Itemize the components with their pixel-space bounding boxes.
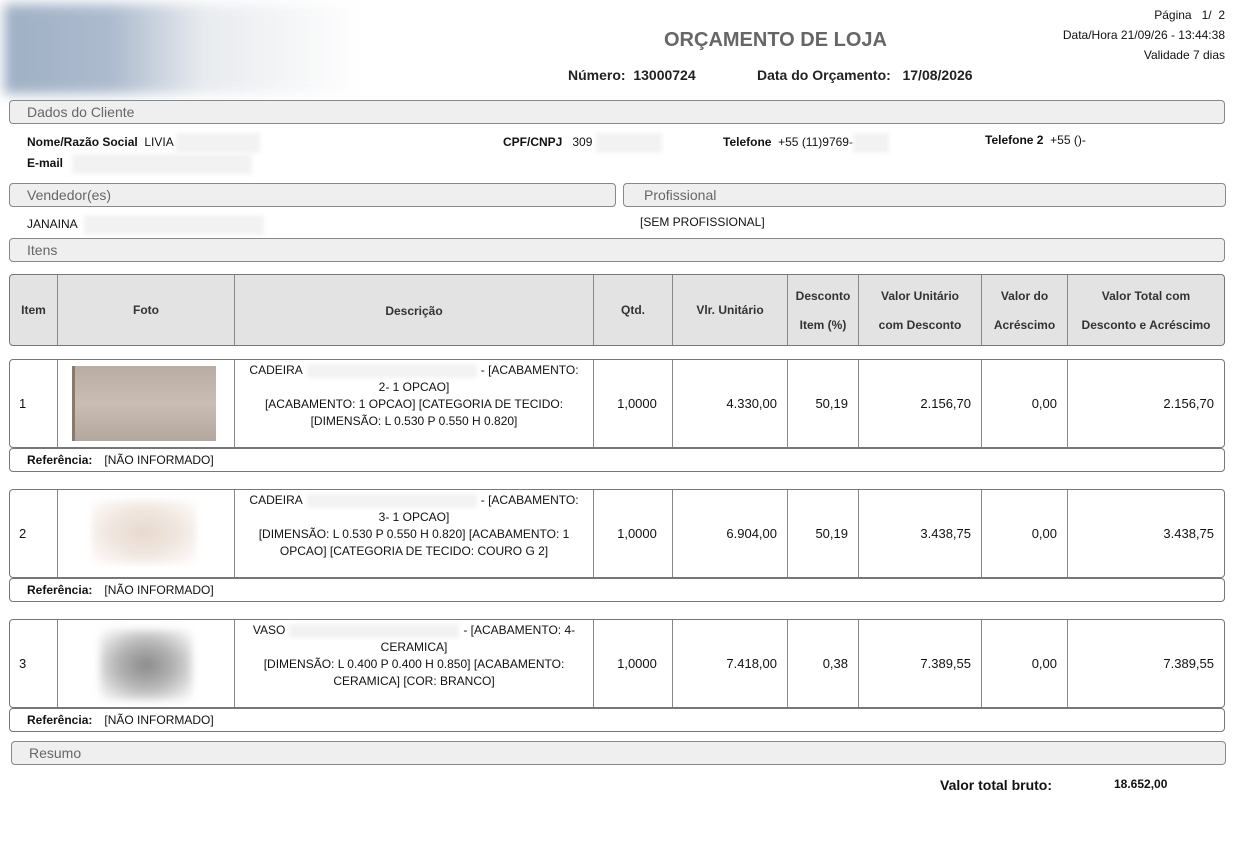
page-indicator: Página 1/ 2 bbox=[1154, 8, 1225, 22]
section-sellers: Vendedor(es) bbox=[9, 183, 616, 207]
th-unit-price: Vlr. Unitário bbox=[673, 275, 788, 345]
client-email: E-mail bbox=[27, 154, 252, 174]
item-qty: 1,0000 bbox=[594, 490, 673, 577]
redacted-client-name bbox=[176, 133, 260, 153]
item-reference: Referência: [NÃO INFORMADO] bbox=[9, 578, 1225, 602]
items-table-header bbox=[9, 274, 1225, 346]
document-title: ORÇAMENTO DE LOJA bbox=[664, 29, 887, 51]
professional-name: [SEM PROFISSIONAL] bbox=[640, 215, 765, 229]
item-unit-price: 6.904,00 bbox=[673, 490, 788, 577]
redacted-seller bbox=[84, 215, 264, 235]
client-phone: Telefone +55 (11)9769- bbox=[723, 133, 889, 153]
seller-name: JANAINA bbox=[27, 215, 264, 235]
item-description: CADEIRA - [ACABAMENTO: 3- 1 OPCAO] [DIMENSÃO: L 0.530 P 0.550 H 0.820] [ACABAMENTO: 1 OPCAO] [CATEGORIA DE TECIDO: COURO G 2] bbox=[235, 490, 594, 577]
th-discount: Desconto Item (%) bbox=[788, 275, 859, 345]
table-row bbox=[9, 359, 1225, 448]
item-addition: 0,00 bbox=[982, 490, 1068, 577]
section-summary: Resumo bbox=[11, 741, 1226, 765]
client-cpf: CPF/CNPJ 309 bbox=[503, 133, 662, 153]
th-description: Descrição bbox=[235, 275, 594, 345]
item-total: 3.438,75 bbox=[1163, 526, 1214, 541]
quote-number: Número: 13000724 bbox=[568, 67, 696, 83]
item-unit-price: 4.330,00 bbox=[673, 360, 788, 447]
redacted-email bbox=[72, 154, 252, 174]
item-qty: 1,0000 bbox=[594, 620, 673, 707]
section-client: Dados do Cliente bbox=[9, 100, 1225, 124]
client-phone2: Telefone 2 +55 ()- bbox=[985, 133, 1086, 147]
item-photo bbox=[100, 630, 192, 700]
item-unit-discounted: 3.438,75 bbox=[859, 490, 982, 577]
item-total: 7.389,55 bbox=[1163, 656, 1214, 671]
th-total: Valor Total com Desconto e Acréscimo bbox=[1081, 288, 1211, 332]
item-reference: Referência: [NÃO INFORMADO] bbox=[9, 708, 1225, 732]
table-row bbox=[9, 619, 1225, 708]
th-item: Item bbox=[10, 275, 58, 345]
item-discount: 50,19 bbox=[788, 490, 859, 577]
item-discount: 50,19 bbox=[788, 360, 859, 447]
item-addition: 0,00 bbox=[982, 360, 1068, 447]
item-photo-cell bbox=[58, 490, 235, 577]
item-number: 1 bbox=[10, 360, 58, 447]
company-logo bbox=[4, 4, 364, 94]
client-name: Nome/Razão Social LIVIA bbox=[27, 133, 260, 153]
item-number: 3 bbox=[10, 620, 58, 707]
section-professional: Profissional bbox=[623, 183, 1226, 207]
table-row bbox=[9, 489, 1225, 578]
item-photo-cell bbox=[58, 360, 235, 447]
quote-date: Data do Orçamento: 17/08/2026 bbox=[757, 67, 973, 83]
th-addition: Valor do Acréscimo bbox=[982, 275, 1068, 345]
th-photo: Foto bbox=[58, 275, 235, 345]
gross-total-value: 18.652,00 bbox=[1114, 777, 1168, 791]
redacted-phone bbox=[853, 133, 889, 153]
item-description: VASO - [ACABAMENTO: 4- CERAMICA] [DIMENSÃO: L 0.400 P 0.400 H 0.850] [ACABAMENTO: CERAMICA] [COR: BRANCO] bbox=[235, 620, 594, 707]
section-items: Itens bbox=[9, 238, 1225, 262]
print-datetime: Data/Hora 21/09/26 - 13:44:38 bbox=[1062, 28, 1225, 42]
item-addition: 0,00 bbox=[982, 620, 1068, 707]
item-description: CADEIRA - [ACABAMENTO: 2- 1 OPCAO] [ACABAMENTO: 1 OPCAO] [CATEGORIA DE TECIDO: [DIMENSÃO: L 0.530 P 0.550 H 0.820] bbox=[235, 360, 594, 447]
item-number: 2 bbox=[10, 490, 58, 577]
item-photo bbox=[72, 366, 216, 441]
item-unit-discounted: 7.389,55 bbox=[859, 620, 982, 707]
item-unit-discounted: 2.156,70 bbox=[859, 360, 982, 447]
item-total: 2.156,70 bbox=[1163, 396, 1214, 411]
gross-total-label: Valor total bruto: bbox=[940, 777, 1052, 793]
item-unit-price: 7.418,00 bbox=[673, 620, 788, 707]
th-qty: Qtd. bbox=[594, 275, 673, 345]
th-unit-discounted: Valor Unitário com Desconto bbox=[859, 275, 982, 345]
validity: Validade 7 dias bbox=[1143, 48, 1225, 62]
item-reference: Referência: [NÃO INFORMADO] bbox=[9, 448, 1225, 472]
item-qty: 1,0000 bbox=[594, 360, 673, 447]
item-discount: 0,38 bbox=[788, 620, 859, 707]
redacted-cpf bbox=[596, 133, 662, 153]
item-photo-cell bbox=[58, 620, 235, 707]
item-photo bbox=[92, 500, 196, 564]
